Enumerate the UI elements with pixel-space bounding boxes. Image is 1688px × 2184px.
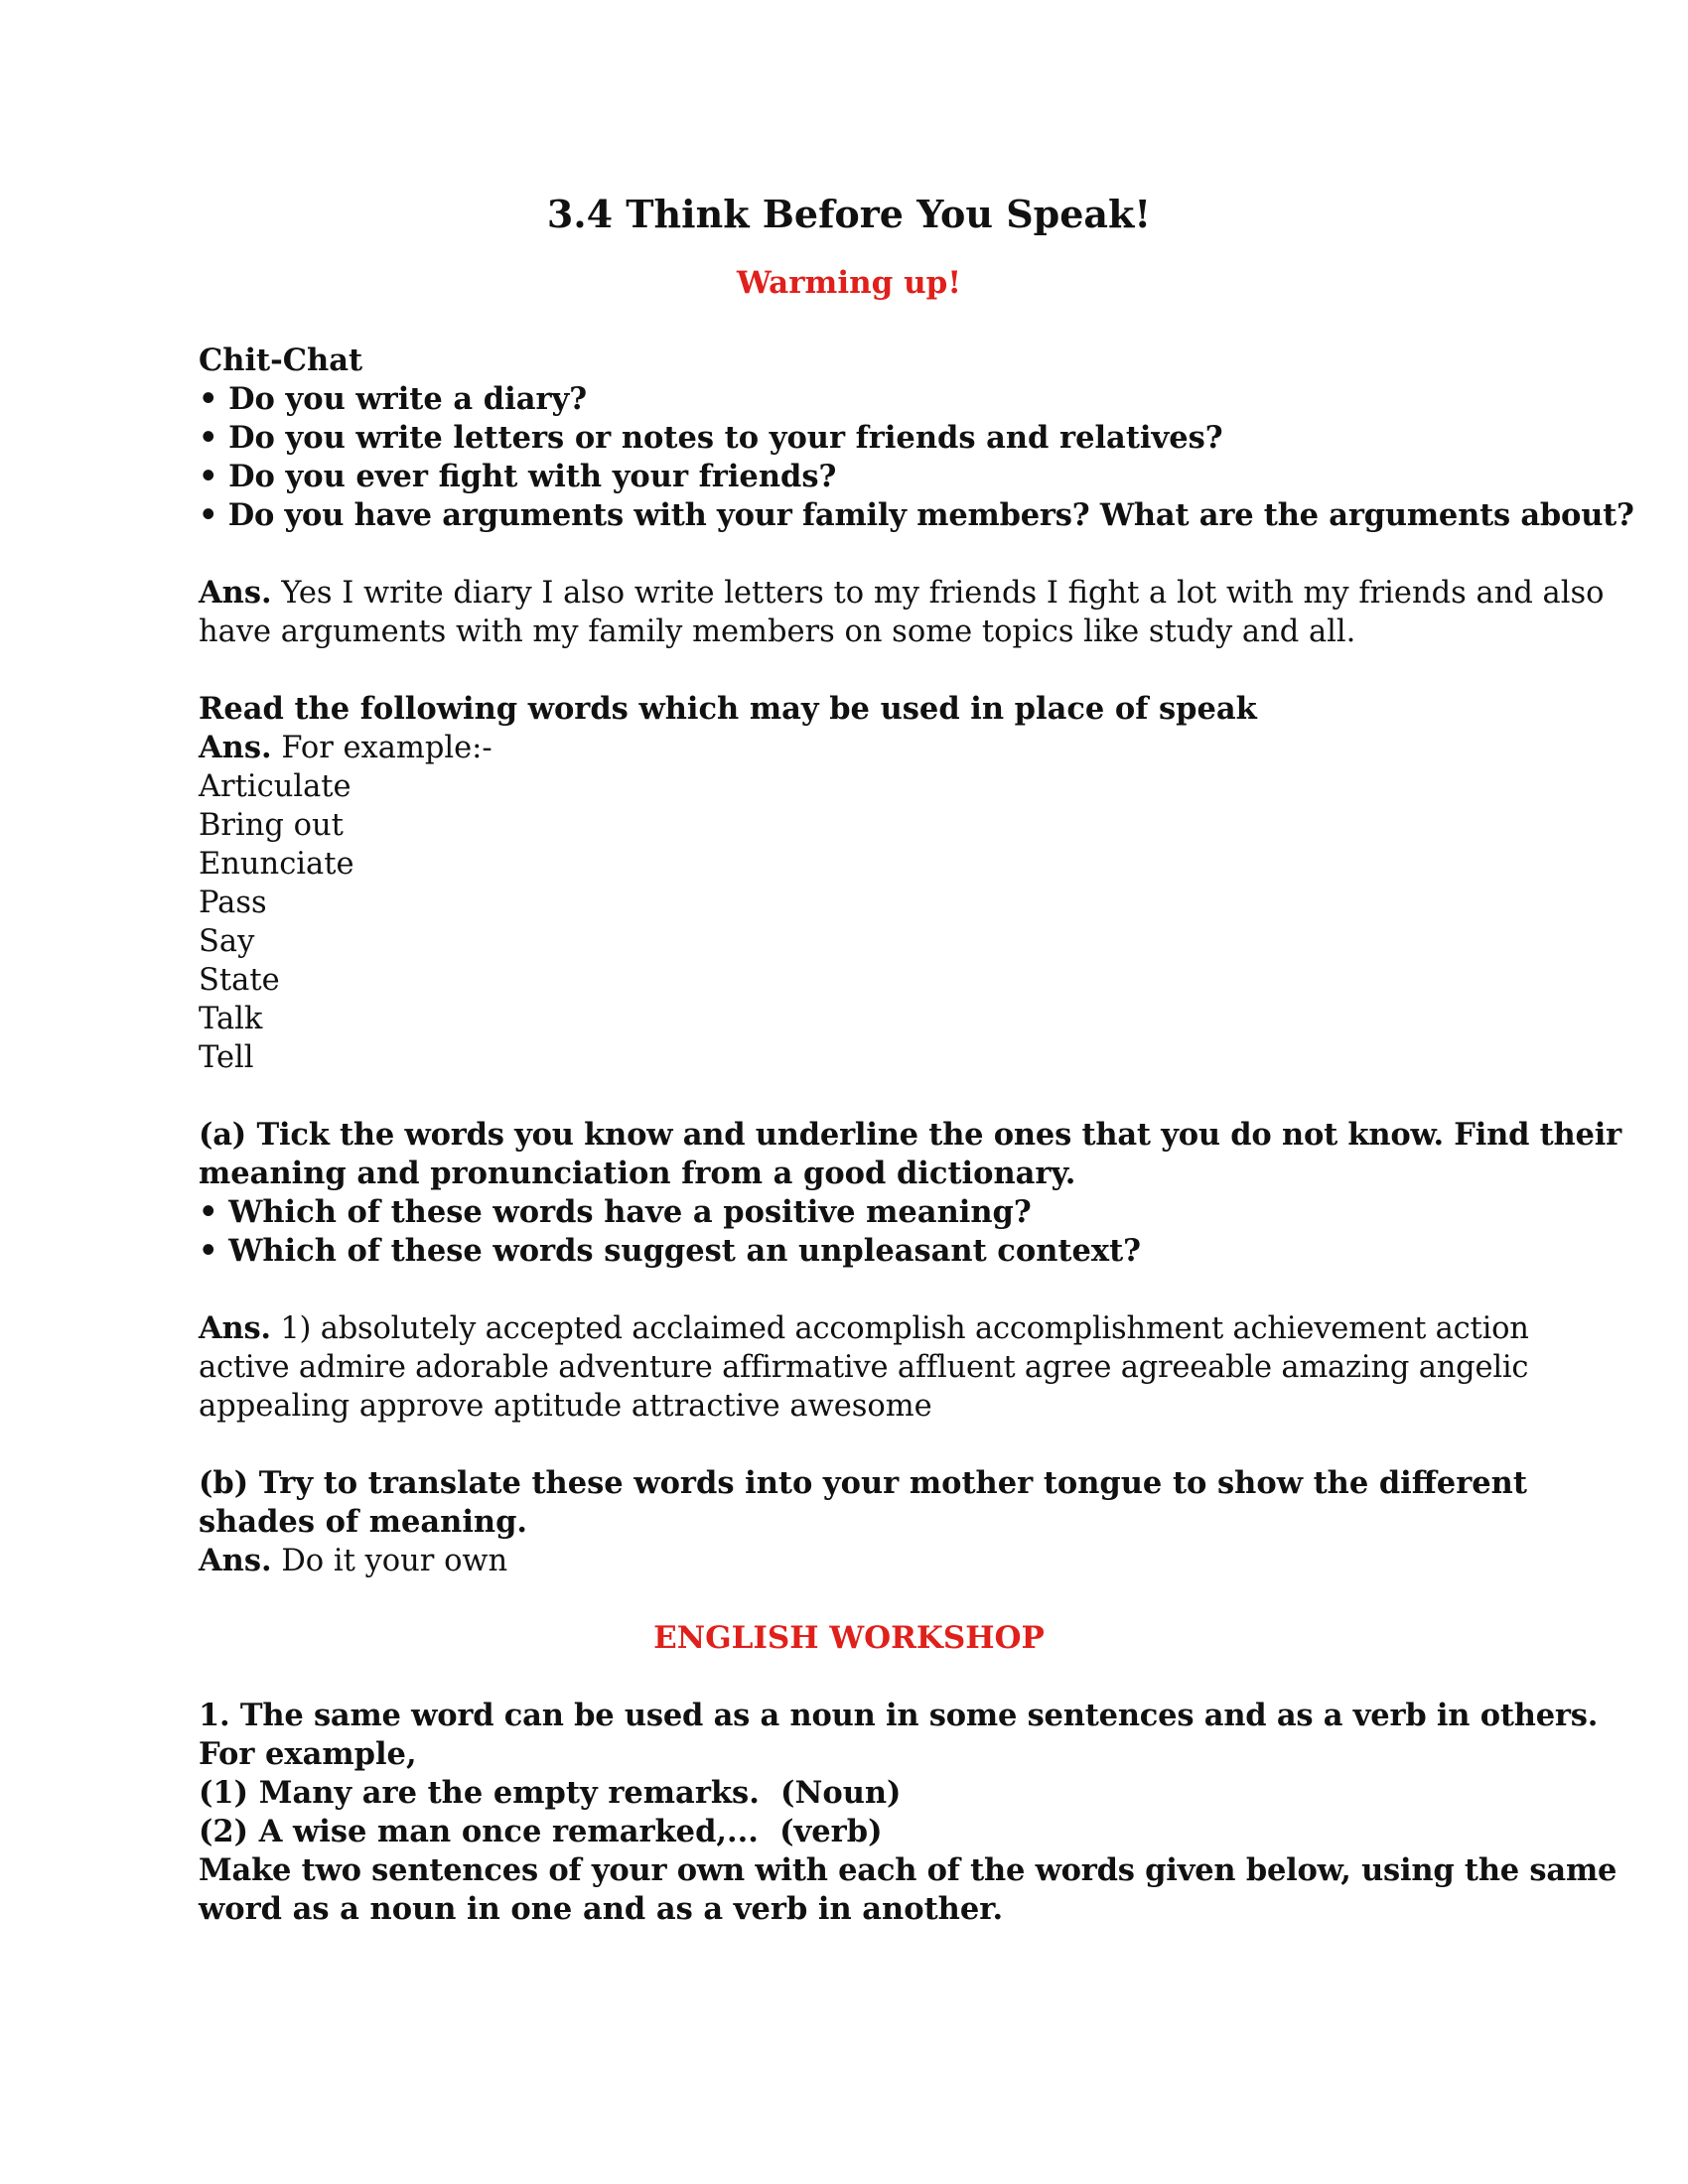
page-title: 3.4 Think Before You Speak! xyxy=(546,192,1152,236)
answer-label: Ans. xyxy=(199,730,272,765)
chit-chat-question: • Do you write a diary? xyxy=(199,381,588,417)
word-item: Pass xyxy=(199,886,267,920)
answer-line: have arguments with my family members on some topics like study and all. xyxy=(199,614,1356,649)
answer-line xyxy=(199,1542,1499,1580)
answer-line: appealing approve aptitude attractive awesome xyxy=(199,1389,932,1424)
answer-text: For example:- xyxy=(281,731,492,765)
word-item: State xyxy=(199,963,280,998)
chit-chat-answer xyxy=(199,574,1605,651)
chit-chat-heading: Chit-Chat xyxy=(199,342,363,378)
word-item: Articulate xyxy=(199,769,352,804)
speak-words-section xyxy=(199,690,1499,1077)
answer-label: Ans. xyxy=(199,1543,272,1578)
word-item: Tell xyxy=(199,1040,254,1075)
chit-chat-question: • Do you ever fight with your friends? xyxy=(199,459,837,494)
question-1-line: Make two sentences of your own with each of the words given below, using the same xyxy=(199,1852,1618,1888)
word-item: Say xyxy=(199,924,255,959)
question-a-line: (a) Tick the words you know and underline the ones that you do not know. Find their xyxy=(199,1117,1621,1153)
question-1-line: 1. The same word can be used as a noun in some sentences and as a verb in others. xyxy=(199,1698,1599,1733)
answer-line: active admire adorable adventure affirmative affluent agree agreeable amazing angelic xyxy=(199,1350,1529,1385)
question-1-line: (2) A wise man once remarked,... (verb) xyxy=(199,1814,883,1849)
chit-chat-section xyxy=(199,341,1634,535)
question-b-line: (b) Try to translate these words into your mother tongue to show the different xyxy=(199,1465,1527,1501)
english-workshop-heading: ENGLISH WORKSHOP xyxy=(653,1620,1045,1656)
question-1-section xyxy=(199,1697,1618,1929)
question-a-line: • Which of these words suggest an unpleasant context? xyxy=(199,1233,1142,1269)
answer-text: 1) absolutely accepted acclaimed accomplish accomplishment achievement action xyxy=(280,1311,1529,1346)
question-1-line: (1) Many are the empty remarks. (Noun) xyxy=(199,1775,902,1811)
answer-line xyxy=(199,729,1499,767)
question-a-answer xyxy=(199,1309,1529,1426)
answer-text: Do it your own xyxy=(281,1544,508,1578)
question-a-section xyxy=(199,1116,1621,1271)
answer-label: Ans. xyxy=(199,1310,271,1346)
question-a-line: meaning and pronunciation from a good dictionary. xyxy=(199,1156,1076,1191)
document-page xyxy=(199,189,1634,1968)
question-b-section xyxy=(199,1464,1527,1580)
speak-words-question: Read the following words which may be used in place of speak xyxy=(199,691,1257,727)
chit-chat-question: • Do you write letters or notes to your friends and relatives? xyxy=(199,420,1223,456)
answer-line xyxy=(199,1309,1529,1348)
question-b-line: shades of meaning. xyxy=(199,1504,528,1540)
word-item: Enunciate xyxy=(199,847,354,882)
question-a-line: • Which of these words have a positive meaning? xyxy=(199,1194,1032,1230)
warming-up-heading: Warming up! xyxy=(737,265,961,301)
question-1-line: For example, xyxy=(199,1736,417,1772)
word-item: Bring out xyxy=(199,808,344,843)
answer-label: Ans. xyxy=(199,575,272,611)
question-1-line: word as a noun in one and as a verb in another. xyxy=(199,1891,1004,1927)
word-item: Talk xyxy=(199,1002,263,1036)
answer-text: Yes I write diary I also write letters to my friends I fight a lot with my friends and also xyxy=(281,576,1605,611)
answer-line xyxy=(199,574,1605,613)
chit-chat-question: • Do you have arguments with your family members? What are the arguments about? xyxy=(199,497,1634,533)
